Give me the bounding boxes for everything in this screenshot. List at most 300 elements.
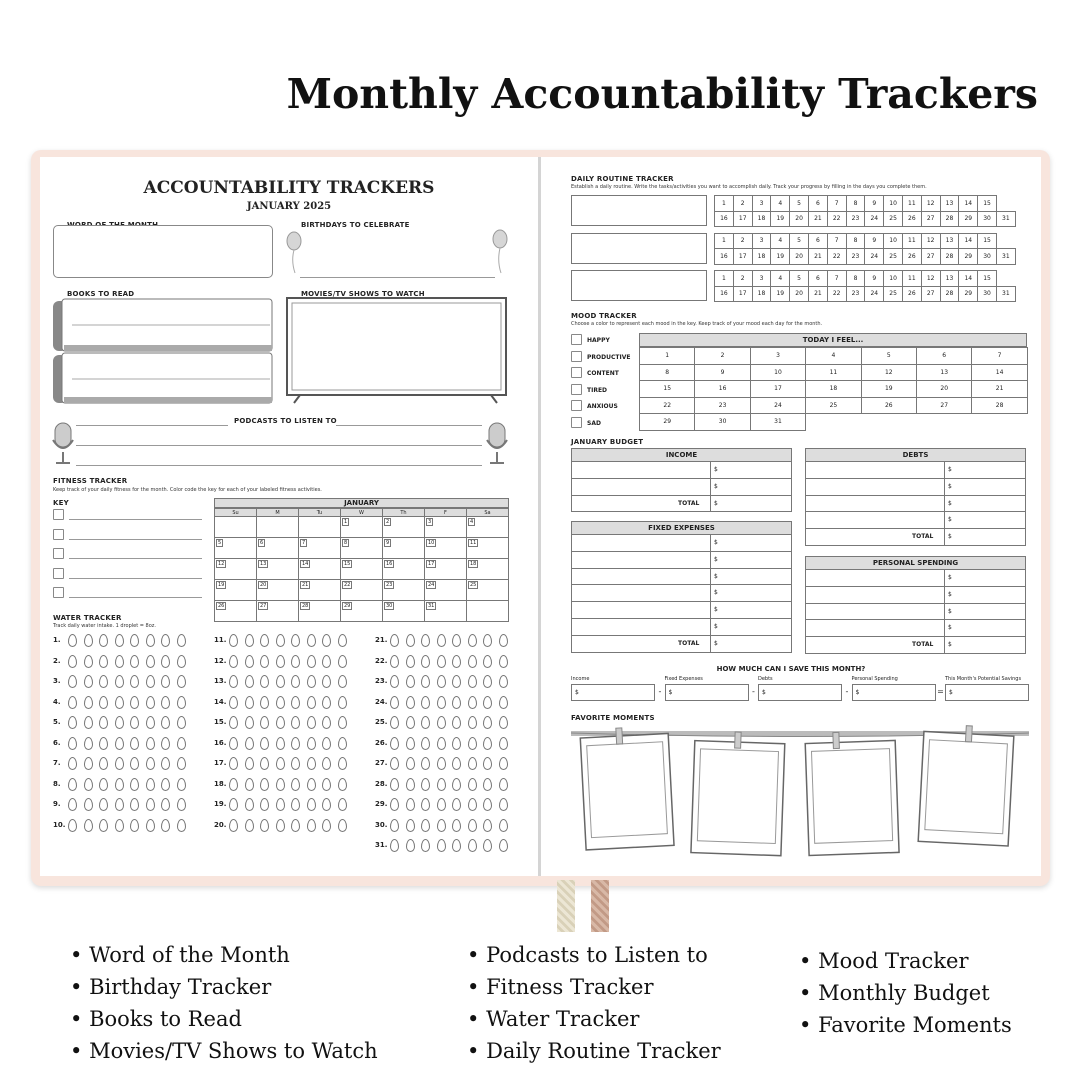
water-droplet[interactable] [421,634,430,647]
routine-day-cell[interactable]: 3 [752,196,771,212]
water-droplet[interactable] [245,737,254,750]
routine-day-cell[interactable]: 3 [752,233,771,249]
water-droplet[interactable] [68,798,77,811]
water-droplet[interactable] [338,737,347,750]
water-droplet[interactable] [68,696,77,709]
water-droplet[interactable] [84,716,93,729]
calendar-day[interactable] [383,559,425,580]
routine-day-cell[interactable]: 25 [884,286,903,302]
key-checkbox[interactable] [53,509,64,520]
water-droplet[interactable] [115,655,124,668]
routine-day-cell[interactable]: 13 [940,271,959,287]
water-droplet[interactable] [483,716,492,729]
routine-day-cell[interactable]: 21 [808,249,827,265]
routine-day-cell[interactable]: 2 [733,196,752,212]
routine-task-box[interactable] [571,270,707,301]
routine-day-cell[interactable]: 8 [846,196,865,212]
routine-day-cell[interactable]: 31 [996,211,1015,227]
water-droplet[interactable] [452,757,461,770]
water-droplet[interactable] [499,716,508,729]
water-droplet[interactable] [291,716,300,729]
routine-day-cell[interactable]: 1 [715,196,734,212]
water-droplet[interactable] [437,798,446,811]
mood-day-cell[interactable]: 4 [805,347,861,365]
water-droplet[interactable] [229,798,238,811]
water-droplet[interactable] [406,634,415,647]
calendar-day[interactable] [215,601,257,622]
routine-task-box[interactable] [571,233,707,264]
debts-table-row[interactable] [805,511,1026,529]
routine-day-cell[interactable]: 31 [996,249,1015,265]
water-droplet[interactable] [499,839,508,852]
water-droplet[interactable] [421,696,430,709]
routine-day-cell[interactable]: 29 [959,211,978,227]
birthdays-line[interactable] [300,277,495,278]
routine-day-cell[interactable]: 17 [733,211,752,227]
water-droplet[interactable] [483,634,492,647]
water-droplet[interactable] [452,716,461,729]
key-checkbox[interactable] [53,548,64,559]
water-droplet[interactable] [146,716,155,729]
routine-day-cell[interactable]: 23 [846,211,865,227]
water-droplet[interactable] [84,696,93,709]
water-droplet[interactable] [84,634,93,647]
key-checkbox[interactable] [53,568,64,579]
calendar-day[interactable] [341,559,383,580]
mood-day-cell[interactable]: 2 [694,347,750,365]
water-droplet[interactable] [390,737,399,750]
water-droplet[interactable] [276,696,285,709]
mood-day-cell[interactable]: 31 [750,413,806,431]
water-droplet[interactable] [229,716,238,729]
water-droplet[interactable] [260,655,269,668]
water-droplet[interactable] [260,716,269,729]
water-droplet[interactable] [245,696,254,709]
personal-table-row[interactable] [805,636,1026,654]
routine-day-cell[interactable]: 22 [827,211,846,227]
water-droplet[interactable] [177,675,186,688]
water-droplet[interactable] [99,716,108,729]
water-droplet[interactable] [84,675,93,688]
routine-day-cell[interactable]: 9 [865,233,884,249]
calendar-day[interactable] [257,580,299,601]
routine-day-cell[interactable]: 16 [715,211,734,227]
water-droplet[interactable] [115,634,124,647]
water-droplet[interactable] [307,819,316,832]
water-droplet[interactable] [338,655,347,668]
mood-day-cell[interactable]: 11 [805,364,861,382]
water-droplet[interactable] [437,716,446,729]
mood-day-cell[interactable]: 9 [694,364,750,382]
water-droplet[interactable] [421,737,430,750]
routine-day-cell[interactable]: 5 [790,196,809,212]
routine-task-box[interactable] [571,195,707,226]
calendar-day[interactable] [383,517,425,538]
water-droplet[interactable] [245,655,254,668]
routine-day-cell[interactable]: 17 [733,286,752,302]
water-droplet[interactable] [452,634,461,647]
water-droplet[interactable] [483,696,492,709]
calendar-day[interactable] [299,580,341,601]
water-droplet[interactable] [406,839,415,852]
water-droplet[interactable] [161,819,170,832]
calendar-day[interactable] [383,538,425,559]
water-droplet[interactable] [245,634,254,647]
routine-day-cell[interactable]: 22 [827,286,846,302]
mood-day-cell[interactable]: 1 [639,347,695,365]
water-droplet[interactable] [68,675,77,688]
water-droplet[interactable] [260,757,269,770]
calendar-day[interactable] [425,538,467,559]
savings-input[interactable] [852,684,936,701]
personal-table-row[interactable] [805,619,1026,637]
routine-day-cell[interactable]: 6 [808,196,827,212]
water-droplet[interactable] [499,696,508,709]
routine-day-cell[interactable]: 27 [921,211,940,227]
mood-day-cell[interactable]: 3 [750,347,806,365]
water-droplet[interactable] [130,675,139,688]
calendar-day[interactable] [467,580,509,601]
routine-day-cell[interactable]: 7 [827,271,846,287]
water-droplet[interactable] [390,798,399,811]
mood-day-cell[interactable]: 21 [971,380,1027,398]
calendar-day[interactable] [215,580,257,601]
income-table-row[interactable] [571,461,792,479]
mood-day-cell[interactable]: 19 [861,380,917,398]
water-droplet[interactable] [229,655,238,668]
water-droplet[interactable] [260,696,269,709]
water-droplet[interactable] [437,757,446,770]
water-droplet[interactable] [406,819,415,832]
water-droplet[interactable] [483,778,492,791]
water-droplet[interactable] [322,798,331,811]
water-droplet[interactable] [468,839,477,852]
water-droplet[interactable] [421,655,430,668]
routine-day-cell[interactable]: 2 [733,271,752,287]
savings-input[interactable] [758,684,842,701]
mood-day-cell[interactable]: 29 [639,413,695,431]
income-table-row[interactable] [571,495,792,513]
water-droplet[interactable] [390,696,399,709]
water-droplet[interactable] [130,757,139,770]
mood-color-box[interactable] [571,417,582,428]
water-droplet[interactable] [307,757,316,770]
water-droplet[interactable] [390,675,399,688]
routine-day-cell[interactable]: 26 [902,249,921,265]
water-droplet[interactable] [146,819,155,832]
mood-day-cell[interactable]: 13 [916,364,972,382]
routine-day-cell[interactable]: 4 [771,233,790,249]
water-droplet[interactable] [406,757,415,770]
water-droplet[interactable] [322,757,331,770]
key-line[interactable] [69,597,202,598]
water-droplet[interactable] [177,778,186,791]
calendar-day[interactable] [341,601,383,622]
water-droplet[interactable] [245,819,254,832]
debts-table-row[interactable] [805,478,1026,496]
mood-color-box[interactable] [571,367,582,378]
routine-day-cell[interactable]: 19 [771,286,790,302]
water-droplet[interactable] [177,798,186,811]
water-droplet[interactable] [468,819,477,832]
routine-day-cell[interactable]: 20 [790,249,809,265]
personal-table-row[interactable] [805,603,1026,621]
fixed-table-row[interactable] [571,551,792,569]
water-droplet[interactable] [291,737,300,750]
calendar-day[interactable] [257,601,299,622]
water-droplet[interactable] [322,737,331,750]
mood-day-cell[interactable]: 20 [916,380,972,398]
water-droplet[interactable] [421,675,430,688]
savings-input[interactable] [665,684,749,701]
routine-day-cell[interactable]: 12 [921,196,940,212]
routine-day-cell[interactable]: 10 [884,233,903,249]
podcast-line[interactable] [76,465,482,466]
water-droplet[interactable] [322,819,331,832]
water-droplet[interactable] [130,716,139,729]
water-droplet[interactable] [437,696,446,709]
calendar-day[interactable] [299,517,341,538]
water-droplet[interactable] [406,655,415,668]
water-droplet[interactable] [115,778,124,791]
water-droplet[interactable] [115,798,124,811]
water-droplet[interactable] [322,696,331,709]
mood-day-cell[interactable]: 17 [750,380,806,398]
water-droplet[interactable] [437,675,446,688]
water-droplet[interactable] [115,757,124,770]
water-droplet[interactable] [229,675,238,688]
routine-day-cell[interactable]: 11 [902,233,921,249]
water-droplet[interactable] [291,819,300,832]
water-droplet[interactable] [468,778,477,791]
mood-day-cell[interactable]: 30 [694,413,750,431]
water-droplet[interactable] [322,655,331,668]
routine-day-cell[interactable]: 13 [940,233,959,249]
water-droplet[interactable] [338,819,347,832]
water-droplet[interactable] [499,757,508,770]
water-droplet[interactable] [146,737,155,750]
water-droplet[interactable] [307,634,316,647]
mood-day-cell[interactable]: 22 [639,397,695,415]
routine-day-cell[interactable]: 24 [865,249,884,265]
water-droplet[interactable] [322,675,331,688]
routine-day-cell[interactable]: 25 [884,249,903,265]
water-droplet[interactable] [437,634,446,647]
routine-day-cell[interactable]: 7 [827,196,846,212]
water-droplet[interactable] [291,778,300,791]
water-droplet[interactable] [115,675,124,688]
water-droplet[interactable] [99,737,108,750]
routine-day-cell[interactable]: 28 [940,286,959,302]
water-droplet[interactable] [406,737,415,750]
water-droplet[interactable] [84,655,93,668]
fixed-table-row[interactable] [571,568,792,586]
water-droplet[interactable] [161,757,170,770]
water-droplet[interactable] [452,839,461,852]
water-droplet[interactable] [245,716,254,729]
water-droplet[interactable] [468,675,477,688]
routine-day-cell[interactable]: 1 [715,271,734,287]
water-droplet[interactable] [307,798,316,811]
mood-day-cell[interactable]: 15 [639,380,695,398]
routine-day-cell[interactable]: 15 [978,233,997,249]
routine-day-cell[interactable]: 30 [978,286,997,302]
water-droplet[interactable] [229,819,238,832]
water-droplet[interactable] [276,634,285,647]
water-droplet[interactable] [499,778,508,791]
routine-day-cell[interactable]: 20 [790,286,809,302]
water-droplet[interactable] [421,819,430,832]
podcast-line[interactable] [76,445,482,446]
water-droplet[interactable] [291,757,300,770]
water-droplet[interactable] [452,819,461,832]
water-droplet[interactable] [130,778,139,791]
water-droplet[interactable] [452,737,461,750]
routine-day-cell[interactable]: 14 [959,271,978,287]
mood-day-cell[interactable]: 12 [861,364,917,382]
routine-day-cell[interactable]: 8 [846,233,865,249]
mood-day-cell[interactable]: 10 [750,364,806,382]
water-droplet[interactable] [468,634,477,647]
routine-day-cell[interactable]: 1 [715,233,734,249]
water-droplet[interactable] [468,716,477,729]
water-droplet[interactable] [291,696,300,709]
routine-day-cell[interactable]: 10 [884,271,903,287]
water-droplet[interactable] [291,675,300,688]
water-droplet[interactable] [406,778,415,791]
routine-day-cell[interactable]: 20 [790,211,809,227]
mood-day-cell[interactable]: 25 [805,397,861,415]
key-line[interactable] [69,578,202,579]
water-droplet[interactable] [146,778,155,791]
mood-day-cell[interactable]: 28 [971,397,1027,415]
mood-day-cell[interactable]: 14 [971,364,1027,382]
water-droplet[interactable] [468,757,477,770]
water-droplet[interactable] [452,675,461,688]
water-droplet[interactable] [130,819,139,832]
fixed-table-row[interactable] [571,534,792,552]
water-droplet[interactable] [499,675,508,688]
water-droplet[interactable] [406,675,415,688]
water-droplet[interactable] [483,839,492,852]
mood-day-cell[interactable]: 26 [861,397,917,415]
water-droplet[interactable] [177,696,186,709]
water-droplet[interactable] [245,798,254,811]
water-droplet[interactable] [260,737,269,750]
water-droplet[interactable] [99,819,108,832]
water-droplet[interactable] [146,757,155,770]
mood-color-box[interactable] [571,400,582,411]
routine-day-cell[interactable]: 15 [978,196,997,212]
water-droplet[interactable] [161,798,170,811]
water-droplet[interactable] [177,655,186,668]
routine-day-cell[interactable]: 21 [808,286,827,302]
debts-table-row[interactable] [805,528,1026,546]
water-droplet[interactable] [291,634,300,647]
calendar-day[interactable] [257,517,299,538]
water-droplet[interactable] [307,737,316,750]
word-box[interactable] [53,225,273,278]
water-droplet[interactable] [260,819,269,832]
water-droplet[interactable] [68,655,77,668]
water-droplet[interactable] [146,675,155,688]
water-droplet[interactable] [406,716,415,729]
water-droplet[interactable] [84,819,93,832]
water-droplet[interactable] [99,798,108,811]
water-droplet[interactable] [146,798,155,811]
water-droplet[interactable] [437,655,446,668]
routine-day-cell[interactable]: 28 [940,211,959,227]
water-droplet[interactable] [99,655,108,668]
water-droplet[interactable] [177,757,186,770]
water-droplet[interactable] [260,675,269,688]
calendar-day[interactable] [299,559,341,580]
routine-day-cell[interactable]: 16 [715,286,734,302]
water-droplet[interactable] [84,778,93,791]
calendar-day[interactable] [467,559,509,580]
personal-table-row[interactable] [805,586,1026,604]
water-droplet[interactable] [276,798,285,811]
personal-table-row[interactable] [805,569,1026,587]
routine-day-cell[interactable]: 27 [921,286,940,302]
water-droplet[interactable] [115,819,124,832]
water-droplet[interactable] [276,675,285,688]
water-droplet[interactable] [84,757,93,770]
routine-day-cell[interactable]: 14 [959,233,978,249]
water-droplet[interactable] [390,634,399,647]
calendar-day[interactable] [341,517,383,538]
routine-day-cell[interactable]: 17 [733,249,752,265]
water-droplet[interactable] [338,798,347,811]
water-droplet[interactable] [452,778,461,791]
water-droplet[interactable] [99,696,108,709]
routine-day-cell[interactable]: 18 [752,249,771,265]
debts-table-row[interactable] [805,461,1026,479]
calendar-day[interactable] [383,601,425,622]
water-droplet[interactable] [307,675,316,688]
mood-day-cell[interactable]: 27 [916,397,972,415]
water-droplet[interactable] [499,819,508,832]
routine-day-cell[interactable]: 18 [752,286,771,302]
water-droplet[interactable] [499,634,508,647]
water-droplet[interactable] [338,696,347,709]
water-droplet[interactable] [390,839,399,852]
mood-day-cell[interactable]: 8 [639,364,695,382]
water-droplet[interactable] [161,737,170,750]
calendar-day[interactable] [299,601,341,622]
debts-table-row[interactable] [805,495,1026,513]
routine-day-cell[interactable]: 16 [715,249,734,265]
fixed-table-row[interactable] [571,584,792,602]
routine-day-cell[interactable]: 11 [902,271,921,287]
water-droplet[interactable] [276,778,285,791]
water-droplet[interactable] [84,798,93,811]
water-droplet[interactable] [68,757,77,770]
savings-input[interactable] [945,684,1029,701]
water-droplet[interactable] [276,757,285,770]
routine-day-cell[interactable]: 13 [940,196,959,212]
routine-day-cell[interactable]: 3 [752,271,771,287]
water-droplet[interactable] [229,696,238,709]
routine-day-cell[interactable]: 8 [846,271,865,287]
water-droplet[interactable] [99,778,108,791]
water-droplet[interactable] [161,634,170,647]
routine-day-cell[interactable]: 14 [959,196,978,212]
water-droplet[interactable] [68,716,77,729]
water-droplet[interactable] [421,778,430,791]
calendar-day[interactable] [467,601,509,622]
water-droplet[interactable] [161,675,170,688]
